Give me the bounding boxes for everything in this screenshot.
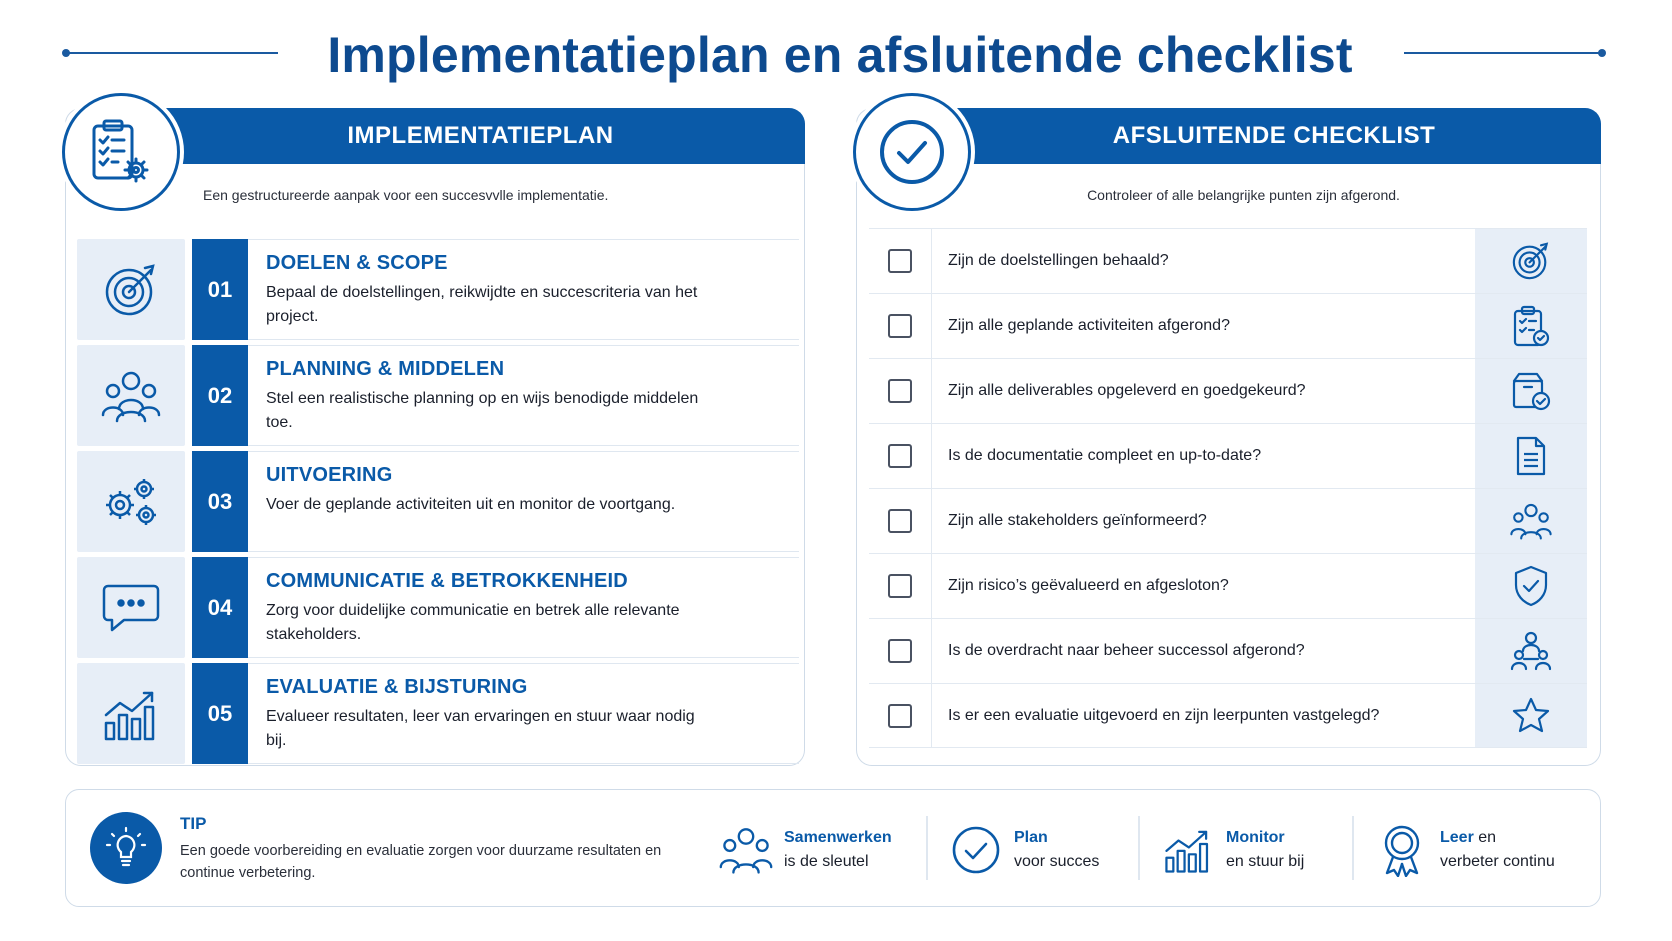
checkbox-cell	[869, 554, 932, 618]
step-item	[77, 663, 799, 764]
feature-strong: Plan	[1014, 829, 1048, 846]
page-title: Implementatieplan en afsluitende checklist	[327, 27, 1353, 83]
checklist-item[interactable]	[869, 618, 1587, 683]
checkbox-cell	[869, 359, 932, 423]
checklist-item-label: Zijn alle stakeholders geïnformeerd?	[948, 512, 1207, 529]
step-content	[248, 557, 799, 658]
checklist-item-label: Zijn alle geplande activiteiten afgerond?	[948, 317, 1230, 334]
checklist-item[interactable]	[869, 683, 1587, 748]
feature-strong: Monitor	[1226, 829, 1285, 846]
checkbox-cell	[869, 294, 932, 358]
feature-text	[784, 826, 892, 874]
feature-rest: en stuur bij	[1226, 853, 1305, 870]
target-icon	[77, 239, 185, 340]
title-row	[0, 22, 1672, 84]
target-icon	[1475, 229, 1587, 293]
step-item	[77, 557, 799, 658]
feature-text	[1226, 826, 1304, 874]
title-ornament-dot	[1598, 49, 1606, 57]
checklist-item[interactable]	[869, 423, 1587, 488]
step-title: DOELEN & SCOPE	[266, 252, 448, 274]
growth-chart-icon	[1158, 826, 1218, 874]
panel-heading: AFSLUITENDE CHECKLIST	[947, 108, 1601, 164]
checklist-item-label: Is de overdracht naar beheer successol afgerond?	[948, 642, 1305, 659]
feature-strong: Leer	[1440, 829, 1474, 846]
award-icon	[1372, 823, 1432, 877]
feature-learn	[1372, 818, 1555, 882]
checkbox-cell	[869, 229, 932, 293]
team-icon	[716, 825, 776, 875]
step-number: 04	[192, 557, 248, 658]
panel-subtitle: Controleer of alle belangrijke punten zijn afgerond.	[1087, 187, 1400, 203]
chat-icon	[77, 557, 185, 658]
step-description: Bepaal de doelstellingen, reikwijdte en succescriteria van het project.	[266, 284, 698, 325]
tip-bar	[65, 789, 1601, 907]
title-ornament-line	[66, 52, 278, 54]
step-item	[77, 239, 799, 340]
checklist-item[interactable]	[869, 293, 1587, 358]
feature-rest: verbeter continu	[1440, 853, 1555, 870]
shield-check-icon	[1475, 554, 1587, 618]
checklist	[869, 228, 1587, 748]
tip-label: TIP	[180, 814, 207, 833]
step-title: UITVOERING	[266, 464, 393, 486]
step-description: Stel een realistische planning op en wijs benodigde middelen toe.	[266, 390, 699, 431]
tip-text: Een goede voorbereiding en evaluatie zorgen voor duurzame resultaten en continue verbetering.	[180, 843, 662, 881]
feature-strong: Samenwerken	[784, 829, 892, 846]
clipboard-gear-icon	[62, 93, 180, 211]
checkbox-cell	[869, 424, 932, 488]
step-item	[77, 451, 799, 552]
step-item	[77, 345, 799, 446]
step-description: Evalueer resultaten, leer van ervaringen en stuur waar nodig bij.	[266, 708, 695, 749]
checkbox[interactable]	[888, 444, 912, 468]
checklist-item[interactable]	[869, 228, 1587, 293]
panel-subtitle: Een gestructureerde aanpak voor een succesvvlle implementatie.	[203, 187, 609, 203]
checkbox[interactable]	[888, 704, 912, 728]
panel-heading: IMPLEMENTATIEPLAN	[156, 108, 805, 164]
checkbox-cell	[869, 684, 932, 747]
feature-text	[1014, 826, 1099, 874]
feature-monitor	[1158, 818, 1304, 882]
growth-chart-icon	[77, 663, 185, 764]
checkbox[interactable]	[888, 574, 912, 598]
step-content	[248, 451, 799, 552]
feature-rest: is de sleutel	[784, 853, 869, 870]
checkbox[interactable]	[888, 379, 912, 403]
checkbox[interactable]	[888, 509, 912, 533]
feature-rest-inline: en	[1473, 829, 1497, 846]
steps-list	[77, 239, 799, 769]
star-icon	[1475, 684, 1587, 747]
feature-collaborate	[716, 818, 892, 882]
step-content	[248, 663, 799, 764]
step-number: 05	[192, 663, 248, 764]
checkbox[interactable]	[888, 314, 912, 338]
checklist-item[interactable]	[869, 553, 1587, 618]
step-content	[248, 239, 799, 340]
checklist-item-label: Zijn de doelstellingen behaald?	[948, 252, 1169, 269]
feature-rest: voor succes	[1014, 853, 1100, 870]
feature-plan	[946, 818, 1099, 882]
team-icon	[77, 345, 185, 446]
closing-checklist-panel	[856, 108, 1601, 766]
checklist-item-label: Is de documentatie compleet en up-to-date?	[948, 447, 1262, 464]
step-title: EVALUATIE & BIJSTURING	[266, 676, 528, 698]
step-description: Zorg voor duidelijke communicatie en betrek alle relevante stakeholders.	[266, 602, 680, 643]
checkbox-cell	[869, 489, 932, 553]
checklist-item-label: Zijn risico’s geëvalueerd en afgesloton?	[948, 577, 1229, 594]
title-ornament-line	[1404, 52, 1602, 54]
handover-icon	[1475, 619, 1587, 683]
clipboard-check-icon	[1475, 294, 1587, 358]
implementation-plan-panel	[65, 108, 805, 766]
checklist-item[interactable]	[869, 358, 1587, 423]
step-title: COMMUNICATIE & BETROKKENHEID	[266, 570, 628, 592]
gears-icon	[77, 451, 185, 552]
step-number: 03	[192, 451, 248, 552]
check-circle-icon	[946, 825, 1006, 875]
step-content	[248, 345, 799, 446]
checkbox[interactable]	[888, 249, 912, 273]
document-icon	[1475, 424, 1587, 488]
checklist-item-label: Is er een evaluatie uitgevoerd en zijn leerpunten vastgelegd?	[948, 706, 1380, 724]
box-check-icon	[1475, 359, 1587, 423]
step-number: 02	[192, 345, 248, 446]
checklist-item[interactable]	[869, 488, 1587, 553]
divider	[1138, 816, 1140, 880]
divider	[926, 816, 928, 880]
team-icon	[1475, 489, 1587, 553]
checkbox-cell	[869, 619, 932, 683]
checkbox[interactable]	[888, 639, 912, 663]
divider	[1352, 816, 1354, 880]
checklist-item-label: Zijn alle deliverables opgeleverd en goedgekeurd?	[948, 382, 1306, 399]
step-description: Voer de geplande activiteiten uit en monitor de voortgang.	[266, 496, 676, 513]
lightbulb-icon	[90, 812, 162, 884]
step-title: PLANNING & MIDDELEN	[266, 358, 505, 380]
feature-text	[1440, 826, 1555, 874]
step-number: 01	[192, 239, 248, 340]
